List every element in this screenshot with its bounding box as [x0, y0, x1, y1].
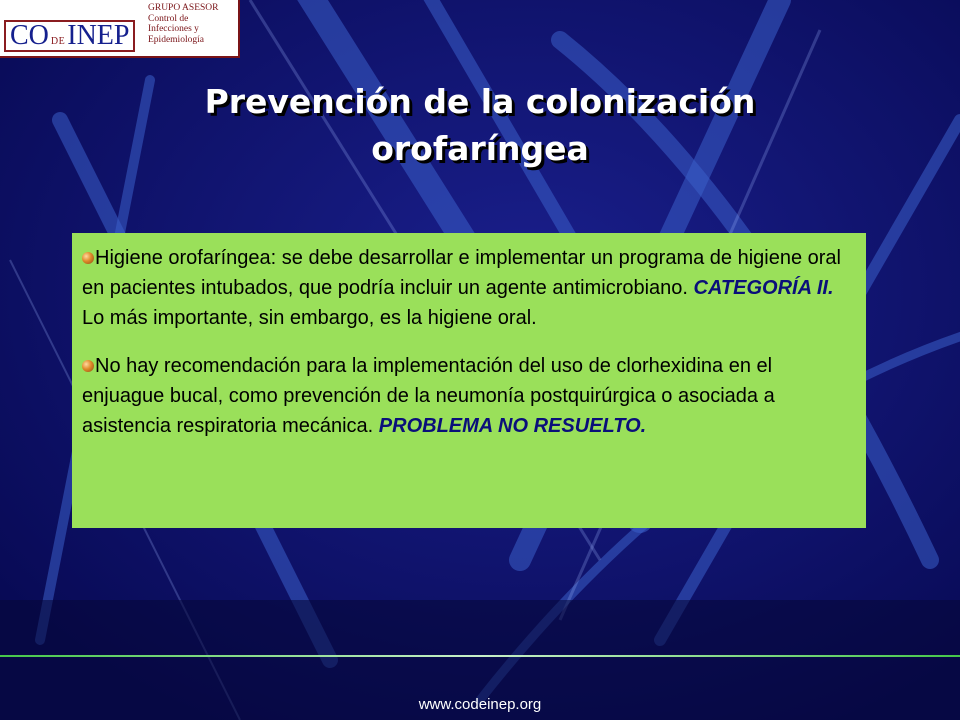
slide-title-line-2: orofaríngea — [371, 129, 589, 168]
logo-mark-right: INEP — [67, 20, 130, 51]
logo-line-1: GRUPO ASESOR — [148, 3, 219, 13]
logo-subtitle — [148, 3, 240, 45]
slide-title — [0, 78, 960, 172]
category-label: CATEGORÍA II. — [693, 277, 834, 299]
footer-divider — [0, 655, 960, 657]
status-label: PROBLEMA NO RESUELTO. — [378, 415, 647, 437]
orange-sphere-bullet-icon — [82, 360, 94, 372]
logo-line-4: Epidemiología — [148, 34, 204, 45]
logo-mark-mid: DE — [50, 36, 66, 47]
bullet-item-chlorhexidine — [82, 351, 852, 441]
logo-line-2: Control de — [148, 13, 189, 24]
logo-line-3: Infecciones y — [148, 24, 199, 34]
footer-website: www.codeinep.org — [418, 696, 542, 713]
recommendations-box — [72, 233, 866, 528]
orange-sphere-bullet-icon — [82, 252, 94, 264]
slide-title-line-1: Prevención de la colonización — [204, 82, 756, 121]
bullet-text-after: Lo más importante, sin embargo, es la higiene oral. — [82, 307, 537, 329]
bullet-item-oral-hygiene — [82, 243, 852, 333]
logo-mark-left: CO — [10, 20, 49, 51]
logo-mark — [4, 20, 135, 52]
codeinep-logo — [0, 0, 240, 58]
bullet-text: Higiene orofaríngea: se debe desarrollar e implementar un programa de higiene oral en pacientes intubados, que podría incluir un agente antimicrobiano. — [82, 247, 841, 299]
bullet-text: No hay recomendación para la implementación del uso de clorhexidina en el enjuague bucal, como prevención de la neumonía postquirúrgica o asociada a asistencia respiratoria mecánica. — [82, 355, 775, 437]
